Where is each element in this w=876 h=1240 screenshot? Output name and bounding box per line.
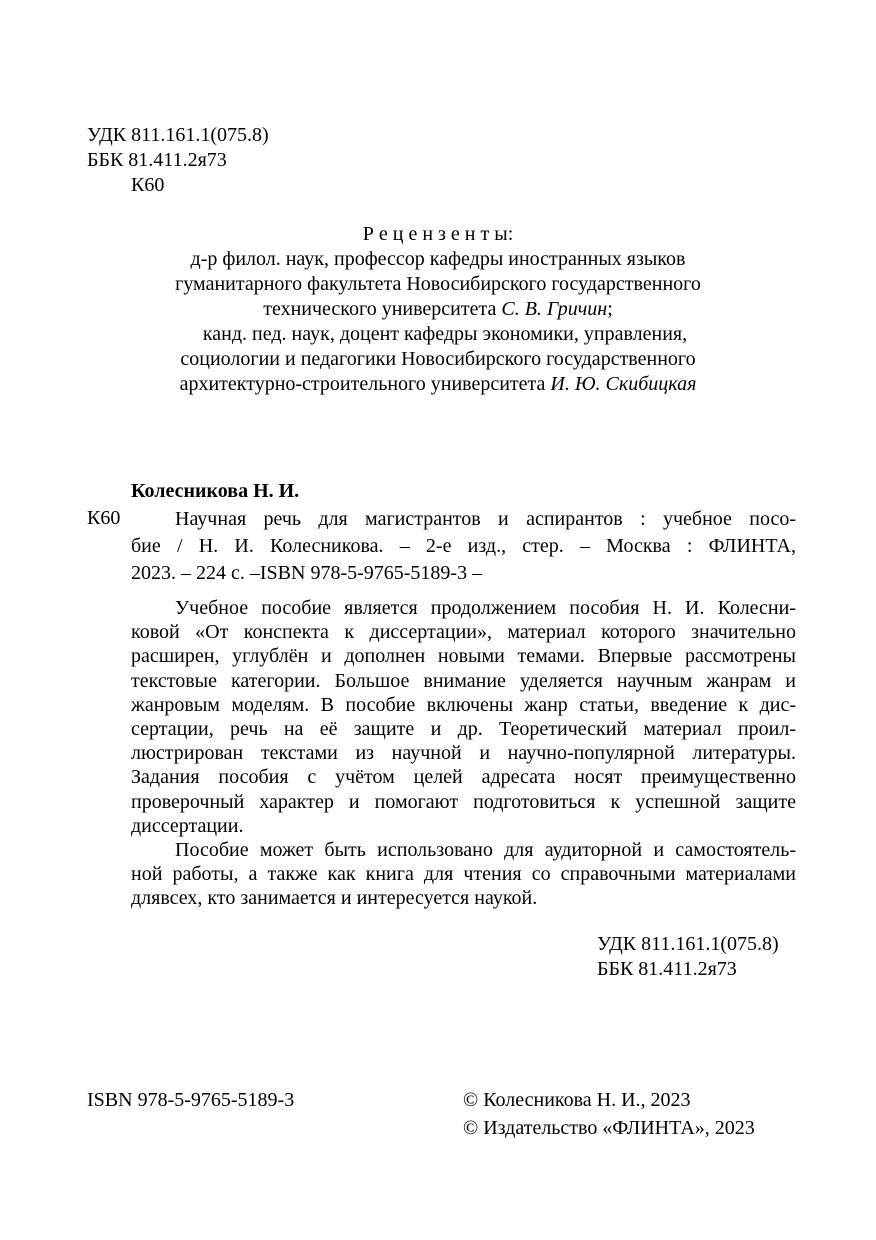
catalog-line1: Научная речь для магистрантов и аспирантов : учебное посо- (175, 508, 796, 530)
catalog-line3: 2023. – 224 с. –ISBN 978-5-9765-5189-3 – (131, 562, 483, 584)
reviewer1-line1: д-р филол. наук, профессор кафедры иностранных языков (190, 248, 686, 270)
reviewer1-line3 (0, 297, 876, 322)
catalog-line2: бие / Н. И. Колесникова. – 2-е изд., стер. – Москва : ФЛИНТА, (131, 535, 796, 557)
reviewer2-line2: социологии и педагогики Новосибирского государственного (180, 348, 696, 370)
annotation-line: жанровым моделям. В пособие включены жанр статьи, введение к дис- (131, 693, 796, 716)
annotation-line: расширен, углублён и дополнен новыми темами. Впервые рассмотрены (131, 645, 796, 668)
annotation-line: Пособие может быть использовано для аудиторной и самостоятель- (175, 838, 796, 861)
header-udk: УДК 811.161.1(075.8) (87, 124, 269, 146)
annotation-line: Учебное пособие является продолжением пособия Н. И. Колесни- (175, 597, 796, 619)
annotation-line: проверочный характер и помогают подготовиться к успешной защите (131, 790, 796, 813)
reviewer2-line3 (0, 372, 876, 397)
header-bbk: ББК 81.411.2я73 (87, 149, 227, 171)
annotation-paragraph-1 (131, 596, 796, 838)
annotation-line: длявсех, кто занимается и интересуется наукой. (131, 887, 538, 910)
catalog-author: Колесникова Н. И. (131, 480, 300, 502)
catalog-mark: К60 (87, 507, 121, 529)
reviewer1-line2: гуманитарного факультета Новосибирского государственного (175, 273, 701, 295)
footer-isbn: ISBN 978-5-9765-5189-3 (87, 1089, 295, 1111)
annotation-line: Задания пособия с учётом целей адресата носят преимущественно (131, 766, 796, 789)
catalog-description (131, 506, 796, 587)
classification-bbk: ББК 81.411.2я73 (597, 958, 737, 980)
footer-copyright-author: © Колесникова Н. И., 2023 (463, 1089, 691, 1111)
annotation-line: люстрирован текстами из научной и научно-популярной литературы. (131, 742, 796, 765)
reviewers-title: Р е ц е н з е н т ы: (362, 223, 514, 245)
annotation-line: сертации, речь на её защите и др. Теоретический материал проил- (131, 717, 796, 740)
footer-copyright-publisher: © Издательство «ФЛИНТА», 2023 (463, 1117, 755, 1139)
annotation-line: диссертации. (131, 814, 244, 837)
annotation-line: текстовые категории. Большое внимание уделяется научным жанрам и (131, 669, 796, 692)
reviewer2-name: И. Ю. Скибицкая (550, 373, 697, 395)
header-author-mark: К60 (131, 174, 165, 196)
reviewer1-name: С. В. Гричин (501, 298, 608, 320)
annotation (131, 596, 796, 910)
classification-udk: УДК 811.161.1(075.8) (597, 933, 779, 955)
annotation-line: ной работы, а также как книга для чтения со справочными материалами (131, 863, 796, 886)
reviewer2-affiliation: архитектурно-строительного университета (179, 373, 551, 395)
annotation-paragraph-2 (131, 838, 796, 911)
reviewer1-suffix: ; (607, 298, 613, 320)
annotation-line: ковой «От конспекта к диссертации», материал которого значительно (131, 621, 796, 644)
reviewer2-line1: канд. пед. наук, доцент кафедры экономики, управления, (202, 323, 688, 345)
reviewer1-affiliation: технического университета (263, 298, 502, 320)
